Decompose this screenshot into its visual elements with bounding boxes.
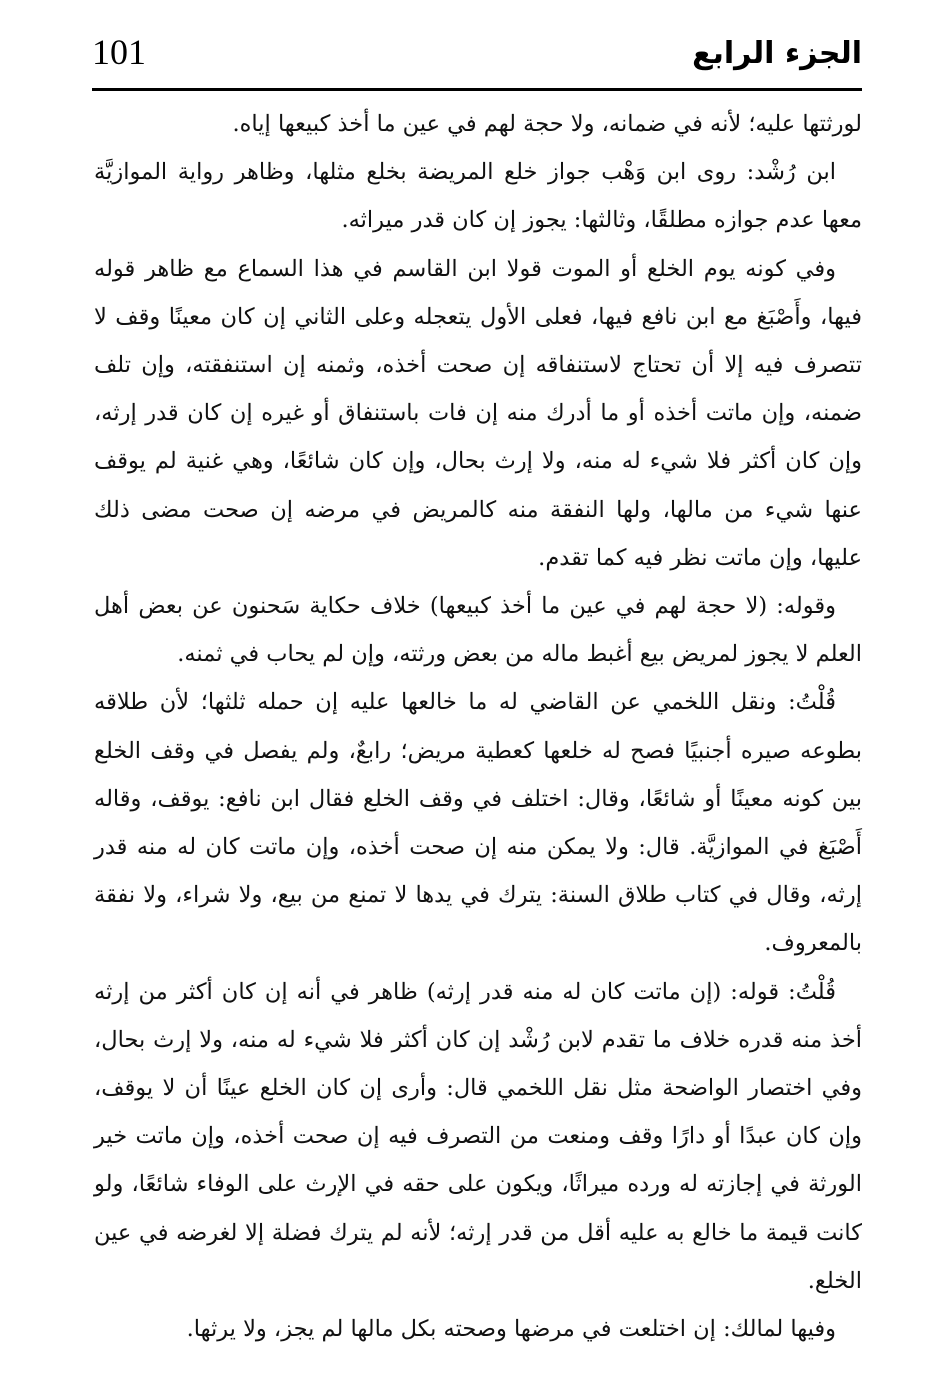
paragraph-4: وقوله: (لا حجة لهم في عين ما أخذ كبيعها) خلاف حكاية سَحنون عن بعض أهل العلم لا يجوز لمريض بيع أغبط ماله من بعض ورثته، وإن لم يحاب في ثمنه. — [94, 593, 862, 668]
paragraph-1: لورثتها عليه؛ لأنه في ضمانه، ولا حجة لهم في عين ما أخذ كبيعها إياه. — [232, 111, 862, 137]
paragraph-7: وفيها لمالك: إن اختلعت في مرضها وصحته بكل مالها لم يجز، ولا يرثها. — [186, 1316, 836, 1343]
page-number: 101 — [92, 32, 146, 72]
paragraph-5: قُلْتُ: ونقل اللخمي عن القاضي له ما خالعها عليه إن حمله ثلثها؛ لأن طلاقه بطوعه صيره أجنبيًا فصح له خلعها كعطية مريض؛ رابعٌ، ولم يفصل في وقف الخلع بين كونه معينًا أو شائعًا، وقال: اختلف في وقف الخلع فقال ابن نافع: يوقف، وقاله أَصْبَغ في الموازيَّة. قال: ولا يمكن منه إن صحت أخذه، وإن ماتت كان له منه قدر إرثه، وقال في كتاب طلاق السنة: يترك في يدها لا تمنع من بيع، ولا شراء، ولا نفقة بالمعروف. — [94, 689, 862, 957]
paragraph-2: ابن رُشْد: روى ابن وَهْب جواز خلع المريضة بخلع مثلها، وظاهر رواية الموازيَّة معها عدم جوازه مطلقًا، وثالثها: يجوز إن كان قدر ميراثه. — [94, 159, 862, 234]
paragraph-6: قُلْتُ: قوله: (إن ماتت كان له منه قدر إرثه) ظاهر في أنه إن كان أكثر من إرثه أخذ منه قدره خلاف ما تقدم لابن رُشْد إن كان أكثر فلا شيء له منه، ولا إرث بحال، وفي اختصار الواضحة مثل نقل اللخمي قال: وأرى إن كان الخلع عينًا أن لا يوقف، وإن كان عبدًا أو دارًا وقف ومنعت من التصرف فيه إن صحت أخذه، وإن ماتت خير الورثة في إجازته له ورده ميراثًا، ويكون على حقه في الإرث على الوفاء شائعًا، ولو كانت قيمة ما خالع به عليه أقل من قدر إرثه؛ لأنه لم يترك فضلة إلا لغرضه في عين الخلع. — [94, 978, 863, 1294]
body-text — [94, 100, 862, 1353]
paragraph-3: وفي كونه يوم الخلع أو الموت قولا ابن القاسم في هذا السماع مع ظاهر قوله فيها، وأَصْبَغ مع ابن نافع فيها، فعلى الأول يتعجله وعلى الثاني إن كان معينًا وقف لا تتصرف فيه إلا أن تحتاج لاستنفاقه إن صحت أخذه، وثمنه إن استنفقته، وإن تلف ضمنه، وإن ماتت أخذه أو ما أدرك منه إن فات باستنفاق أو غيره إن كان قدر إرثه، وإن كان أكثر فلا شيء له منه، ولا إرث بحال، وإن كان شائعًا، وهي غنية لم يوقف عنها شيء من مالها، ولها النفقة منه كالمريض في مرضه إن صحت مضى ذلك عليها، وإن ماتت نظر فيه كما تقدم. — [94, 255, 862, 571]
page-header — [92, 28, 862, 84]
running-title: الجزء الرابع — [692, 36, 862, 71]
header-rule — [92, 88, 862, 91]
